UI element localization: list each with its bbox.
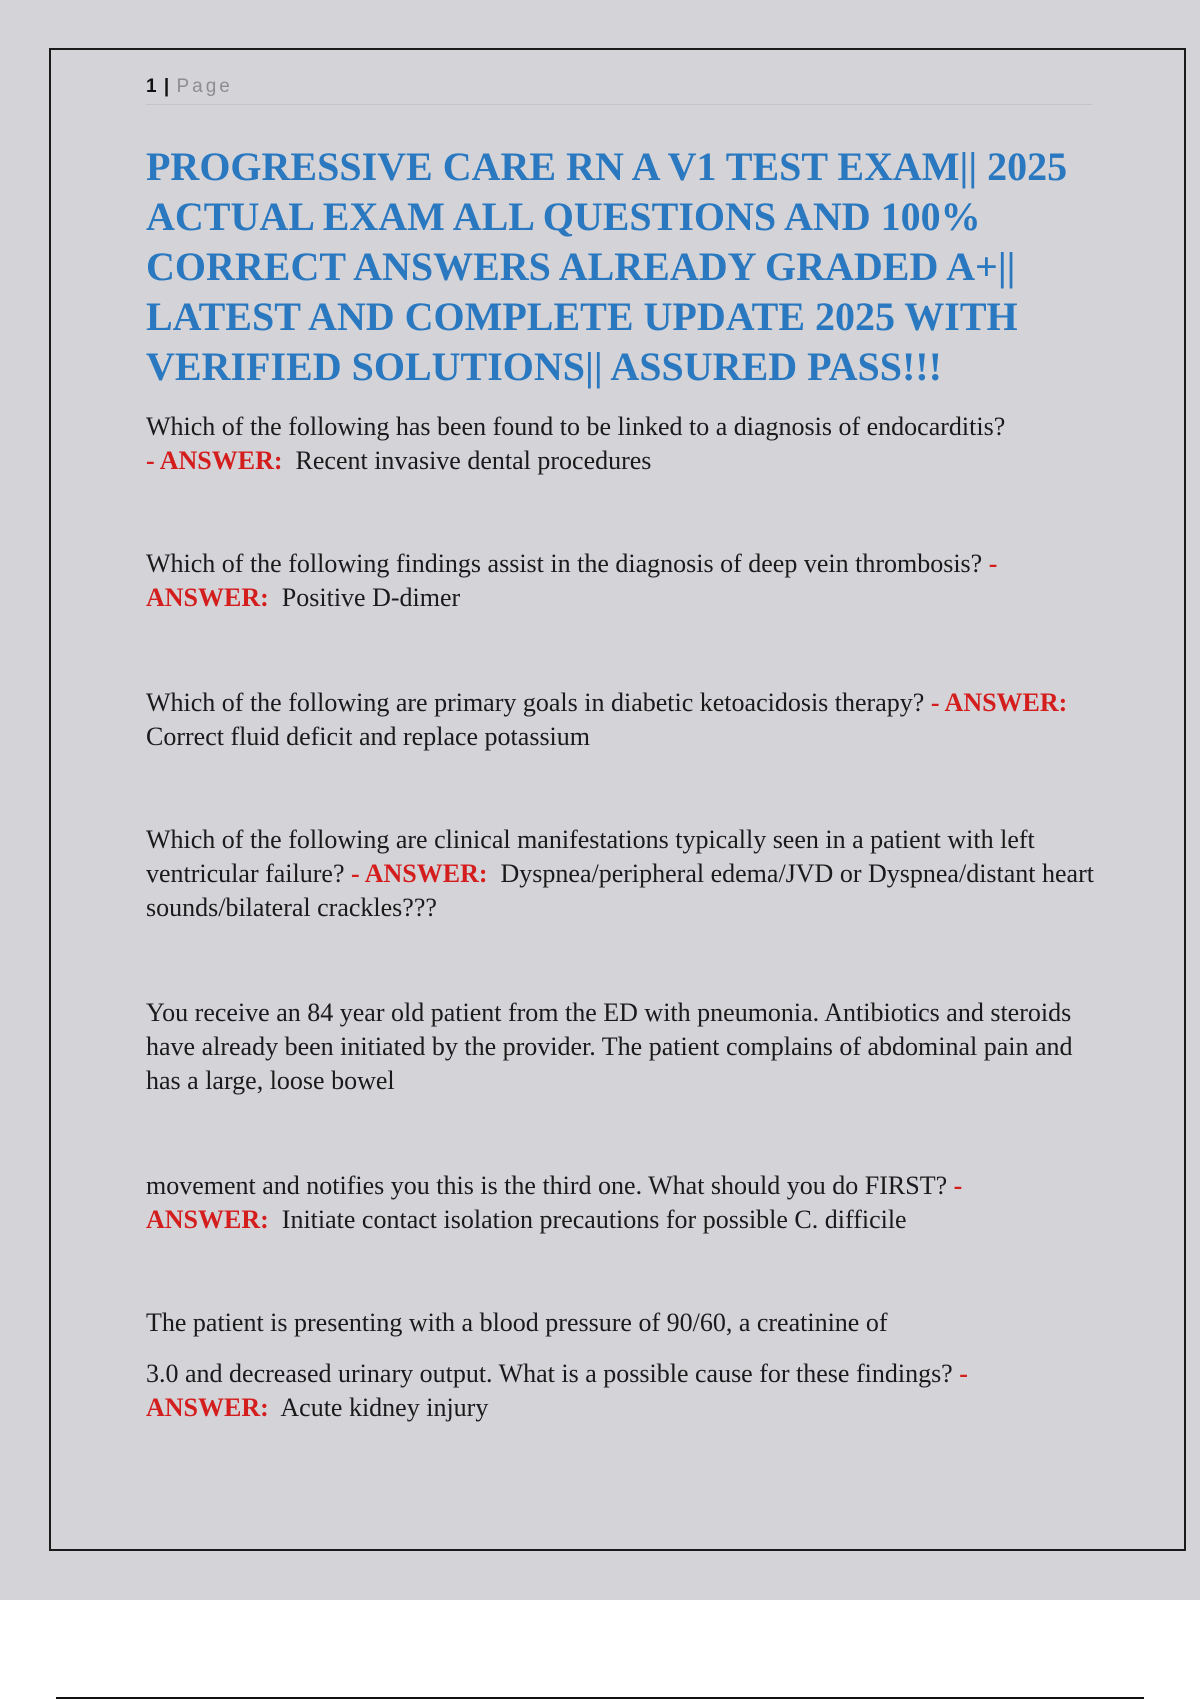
answer-text: Initiate contact isolation precautions for possible C. difficile <box>281 1205 907 1234</box>
answer-marker: - ANSWER: <box>146 1359 968 1422</box>
question-text: movement and notifies you this is the third one. What should you do FIRST? <box>146 1171 948 1200</box>
qa-item-6-question-part1 <box>146 1306 1096 1340</box>
qa-item-4 <box>146 823 1096 925</box>
question-text: 3.0 and decreased urinary output. What is a possible cause for these findings? <box>146 1359 953 1388</box>
answer-text: Recent invasive dental procedures <box>295 446 652 475</box>
question-text: The patient is presenting with a blood pressure of 90/60, a creatinine of <box>146 1308 888 1337</box>
answer-marker: - ANSWER: <box>146 549 998 612</box>
page-number: 1 <box>146 76 157 97</box>
answer-text: Correct fluid deficit and replace potassium <box>146 722 591 751</box>
qa-item-1 <box>146 410 1096 478</box>
answer-text: Dyspnea/peripheral edema/JVD or Dyspnea/distant heart sounds/bilateral crackles??? <box>146 859 1094 922</box>
answer-text: Positive D-dimer <box>281 583 461 612</box>
qa-item-2 <box>146 547 1096 615</box>
qa-item-5-continued <box>146 1169 1096 1237</box>
question-text: You receive an 84 year old patient from the ED with pneumonia. Antibiotics and steroids have already been initiated by the provider. The patient complains of abdominal pain and has a large, loose bowel <box>146 998 1073 1095</box>
qa-item-3 <box>146 686 1096 754</box>
question-text: Which of the following findings assist in the diagnosis of deep vein thrombosis? <box>146 549 983 578</box>
answer-marker: - ANSWER: <box>146 1171 963 1234</box>
answer-text: Acute kidney injury <box>280 1393 489 1422</box>
document-title: PROGRESSIVE CARE RN A V1 TEST EXAM|| 2025 ACTUAL EXAM ALL QUESTIONS AND 100% CORRECT ANSWERS ALREADY GRADED A+|| LATEST AND COMPLETE UPDATE 2025 WITH VERIFIED SOLUTIONS|| ASSURED PASS!!! <box>146 144 1068 389</box>
answer-marker: - ANSWER: <box>930 688 1068 717</box>
question-text: Which of the following has been found to be linked to a diagnosis of endocarditis? <box>146 412 1006 441</box>
question-text: Which of the following are clinical manifestations typically seen in a patient with left ventricular failure? <box>146 825 1035 888</box>
answer-marker: - ANSWER: <box>351 859 488 888</box>
qa-item-5-question-part1 <box>146 996 1096 1098</box>
qa-item-6-continued <box>146 1357 1096 1425</box>
page-separator: | <box>163 76 170 97</box>
footer-rule <box>56 1697 1144 1699</box>
question-text: Which of the following are primary goals in diabetic ketoacidosis therapy? <box>146 688 925 717</box>
answer-marker: - ANSWER: <box>146 446 283 475</box>
page-header <box>146 74 1092 105</box>
page-label: Page <box>176 76 233 97</box>
